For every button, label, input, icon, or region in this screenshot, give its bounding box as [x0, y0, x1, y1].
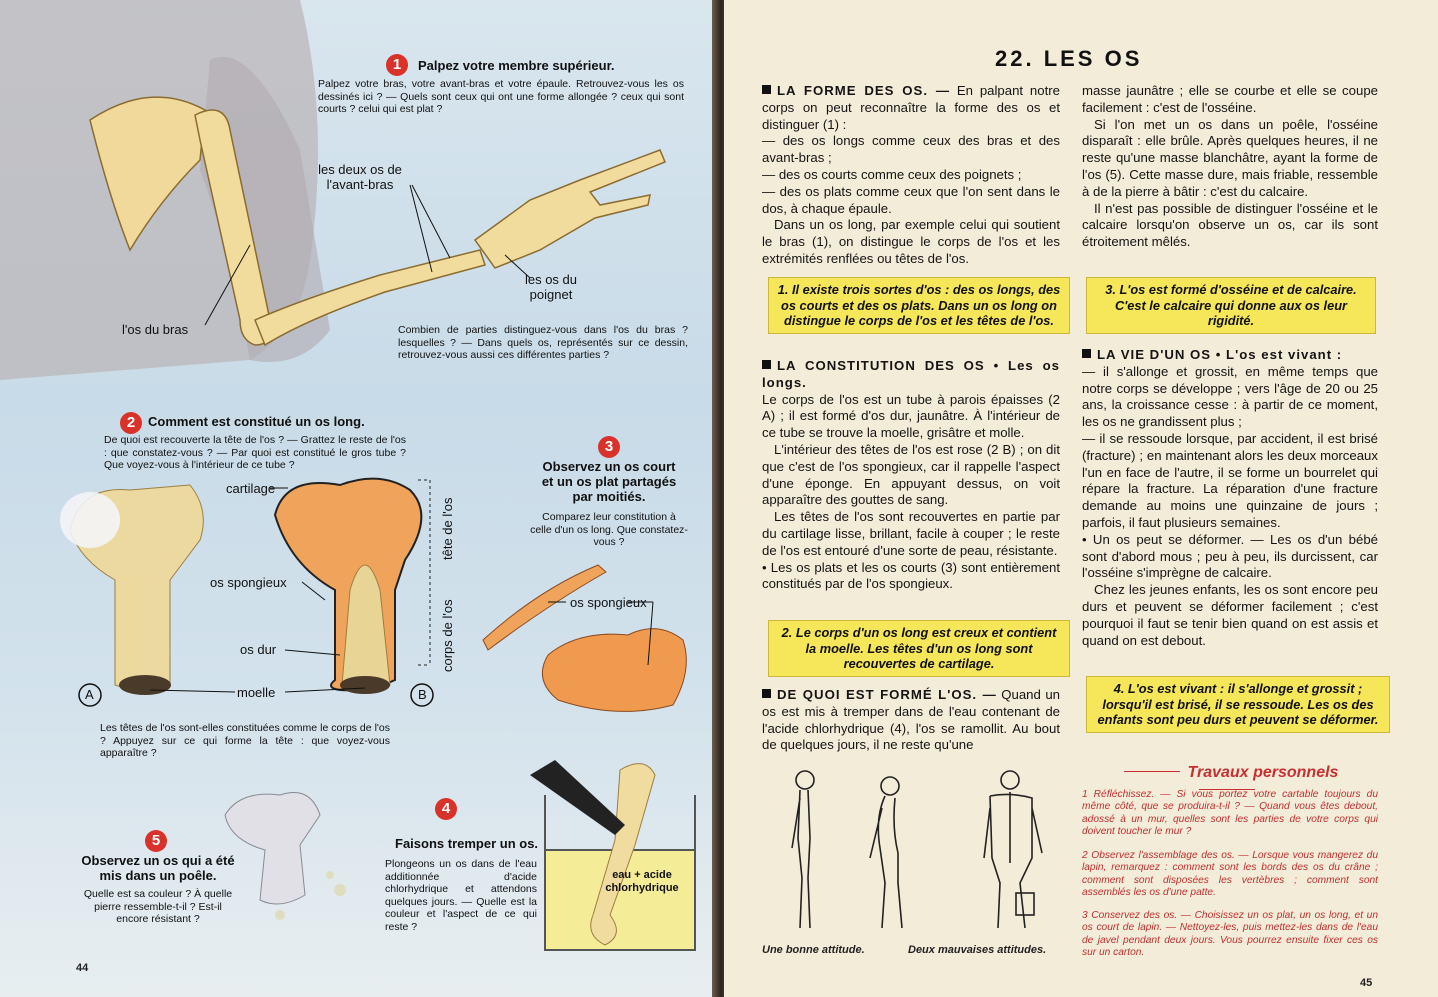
body-of-bone-label: corps de l'os: [440, 599, 455, 672]
spongy-bone-label: os spongieux: [210, 575, 287, 590]
hand-bones: [475, 150, 665, 268]
col2-p3: Il n'est pas possible de distinguer l'osséine et le calcaire lorsqu'on observe un os, car ils sont étroitement mêlés.: [1082, 200, 1378, 250]
formed-heading: DE QUOI EST FORMÉ L'OS. —: [777, 687, 997, 702]
bad-posture-caption: Deux mauvaises attitudes.: [908, 944, 1047, 956]
arm-question: Combien de parties distinguez-vous dans l'os du bras ? lesquelles ? — Dans quels os, représentés sur ce dessin, retrouvez-vous aussi ces différentes parties ?: [398, 324, 688, 361]
wrist-label: les os du poignet: [524, 272, 578, 302]
marrow-label: moelle: [237, 685, 276, 700]
head-of-bone-label: tête de l'os: [440, 497, 455, 560]
step-1-title: Palpez votre membre supérieur.: [418, 58, 615, 73]
constitution-p1: Le corps de l'os est un tube à parois épaisses (2 A) ; il est formé d'os dur, jaunâtre. À l'intérieur de ce tube se trouve la moelle, grisâtre et molle.: [762, 391, 1060, 441]
step-3-title: Observez un os court et un os plat partagés par moitiés.: [541, 459, 677, 504]
vie-p4: Chez les jeunes enfants, les os sont encore peu durs et peuvent se déformer facilement ; c'est pourquoi il faut se tenir bien quand on est assis et quand on est debout.: [1082, 582, 1378, 648]
step-4-text: Plongeons un os dans de l'eau additionnée d'acide chlorhydrique et attendons quelques jours. — Quelle est la couleur et l'aspect de ce qui reste ?: [385, 858, 537, 933]
step-5-badge: 5: [145, 830, 167, 852]
column-1-middle: [762, 358, 1060, 593]
column-1-bottom: [762, 687, 1060, 754]
label-a: A: [85, 687, 94, 702]
forearm-label: les deux os de l'avant-bras: [318, 162, 402, 192]
vie-p2: — il se ressoude lorsque, par accident, il est brisé (fracture) ; en maintenant alors les deux morceaux l'un en face de l'autre, il se forme un bourrelet qui répare la fracture. La réparation d'une fracture demande au moins une quinzaine de jours ; parfois, il faut plusieurs semaines.: [1082, 430, 1378, 530]
short-bone: [542, 629, 686, 712]
step-3-text: Comparez leur constitution à celle d'un os long. Que constatez-vous ?: [530, 511, 688, 548]
step-5-title: Observez un os qui a été mis dans un poêle.: [81, 853, 235, 883]
vie-p1: — il s'allonge et grossit, en même temps que notre corps se développe ; vers l'âge de 20 ou 25 ans, la croissance cesse : à partir de ce moment, les os ne grandissent plus ;: [1082, 363, 1378, 430]
step-1-text: Palpez votre bras, votre avant-bras et votre épaule. Retrouvez-vous les os dessinés ici ? — Quels sont ceux qui ont une forme allongée ? ceux qui sont courts ? celui qui est plat ?: [318, 78, 684, 115]
page-number-right: 45: [1360, 977, 1373, 989]
forme-p2: Dans un os long, par exemple celui qui soutient le bras (1), on distingue le corps de l'os et les extrémités renflées ou têtes de l'os.: [762, 217, 1060, 266]
column-2-middle: [1082, 347, 1378, 649]
step-4-title: Faisons tremper un os.: [395, 836, 539, 851]
travaux-1: 1 Réfléchissez. — Si vous portez votre cartable toujours du même côté, que se produira-t-il ? — Quand vous êtes debout, adossé à un mur, quelles sont les parties de votre corps qui doivent toucher le mur ?: [1082, 789, 1378, 837]
jar-label: eau + acide chlorhydrique: [605, 869, 679, 894]
forme-l2: — des os courts comme ceux des poignets ;: [762, 166, 1022, 182]
column-2-top: [1082, 83, 1378, 251]
summary-box-2: 2. Le corps d'un os long est creux et contient la moelle. Les têtes d'un os long sont recouvertes de cartilage.: [768, 620, 1070, 677]
step-5-text: Quelle est sa couleur ? À quelle pierre ressemble-t-il ? Est-il encore résistant ?: [83, 888, 233, 925]
summary-box-4: 4. L'os est vivant : il s'allonge et grossit ; lorsqu'il est brisé, il se ressoude. Les os des enfants sont peu durs et peuvent se déformer.: [1086, 676, 1390, 733]
chapter-title: 22. LES OS: [995, 46, 1143, 71]
forme-l3: — des os plats comme ceux que l'on sent dans le dos, à chaque épaule.: [762, 183, 1060, 216]
good-posture-caption: Une bonne attitude.: [762, 944, 865, 956]
section-bullet: [762, 360, 771, 369]
posture-illustration: [770, 768, 1060, 940]
step-3-badge: 3: [598, 436, 620, 458]
summary-box-3: 3. L'os est formé d'osséine et de calcaire. C'est le calcaire qui donne aux os leur rigidité.: [1086, 277, 1376, 334]
column-1-top: [762, 83, 1060, 268]
constitution-heading: LA CONSTITUTION DES OS • Les os longs.: [762, 358, 1060, 390]
upper-arm-label: l'os du bras: [122, 322, 189, 337]
section-bullet: [1082, 349, 1091, 358]
step-2-text: De quoi est recouverte la tête de l'os ? — Grattez le reste de l'os : que constatez-vous ? — Par quoi est constitué le gros tube ? Que voyez-vous à l'intérieur de ce tube ?: [104, 434, 406, 471]
page-number-left: 44: [76, 962, 89, 974]
travaux-3: 3 Conservez des os. — Choisissez un os plat, un os long, et un os court de lapin. — Nettoyez-les, puis mettez-les dans de l'eau de javel pendant deux jours. Vous pourrez ensuite fixer ces os sur un carton.: [1082, 910, 1378, 958]
acid-jar-illustration: [515, 755, 705, 955]
section-bullet: [762, 85, 771, 94]
cartilage-label: cartilage: [226, 481, 276, 496]
travaux-title: Travaux personnels: [1082, 764, 1372, 800]
forme-heading: LA FORME DES OS. —: [777, 83, 951, 98]
forme-l1: — des os longs comme ceux des bras et des avant-bras ;: [762, 133, 1060, 166]
constitution-p3: Les têtes de l'os sont recouvertes en partie par du cartilage lisse, brillant, facile à couper ; le reste de l'os est entouré d'une sorte de peau, résistante.: [762, 509, 1060, 558]
col2-p2: Si l'on met un os dans un poêle, l'osséine disparaît : elle brûle. Après quelques heures, il ne reste qu'une masse blanchâtre, ayant la forme de l'os (5). Cette masse dure, mais friable, ressemble à de la pierre à bâtir : c'est du calcaire.: [1082, 116, 1378, 199]
col2-p1: masse jaunâtre ; elle se courbe et elle se coupe facilement : c'est de l'osséine.: [1082, 83, 1378, 115]
step-2-badge: 2: [120, 412, 142, 434]
bone-question: Les têtes de l'os sont-elles constituées comme le corps de l'os ? Appuyez sur ce qui forme la tête : que voyez-vous apparaître ?: [100, 722, 390, 759]
long-bone-diagram: [50, 470, 470, 715]
step-2-title: Comment est constitué un os long.: [148, 414, 365, 429]
travaux-2: 2 Observez l'assemblage des os. — Lorsque vous mangerez du lapin, remarquez : comment sont les bords des os du crâne ; comment sont disposées les vertèbres ; comment sont assemblés les os d'une patte.: [1082, 850, 1378, 898]
short-bone-spongy-label: os spongieux: [570, 595, 647, 610]
label-b: B: [418, 687, 427, 702]
section-bullet: [762, 689, 771, 698]
summary-box-1: 1. Il existe trois sortes d'os : des os longs, des os courts et des os plats. Dans un os long on distingue le corps de l'os et les têtes de l'os.: [768, 277, 1070, 334]
constitution-p4: • Les os plats et les os courts (3) sont entièrement constitués par de l'os spongieux.: [762, 559, 1060, 592]
constitution-p2: L'intérieur des têtes de l'os est rose (2 B) ; on dit que c'est de l'os spongieux, car il rappelle l'aspect d'une éponge. En appuyant dessus, on voit apparaître des gouttes de sang.: [762, 441, 1060, 508]
vie-p3: • Un os peut se déformer. — Les os d'un bébé sont d'abord mous ; peu à peu, ils durcissent, car l'osséine s'imprègne de calcaire.: [1082, 531, 1378, 581]
step-4-badge: 4: [435, 798, 457, 820]
vie-heading: LA VIE D'UN OS • L'os est vivant :: [1097, 347, 1343, 362]
short-flat-bone-diagram: [478, 560, 703, 725]
formed-p1: Quand un os est mis à tremper dans de l'eau contenant de l'acide chlorhydrique (4), l'os se ramollit. Au bout de quelques jours, il ne reste qu'une: [762, 687, 1060, 753]
step-1-badge: 1: [386, 54, 408, 76]
forme-p1: En palpant notre corps on peut reconnaître la forme des os et distinguer (1) :: [762, 83, 1060, 132]
left-page: [0, 0, 718, 997]
hard-bone-label: os dur: [240, 642, 277, 657]
